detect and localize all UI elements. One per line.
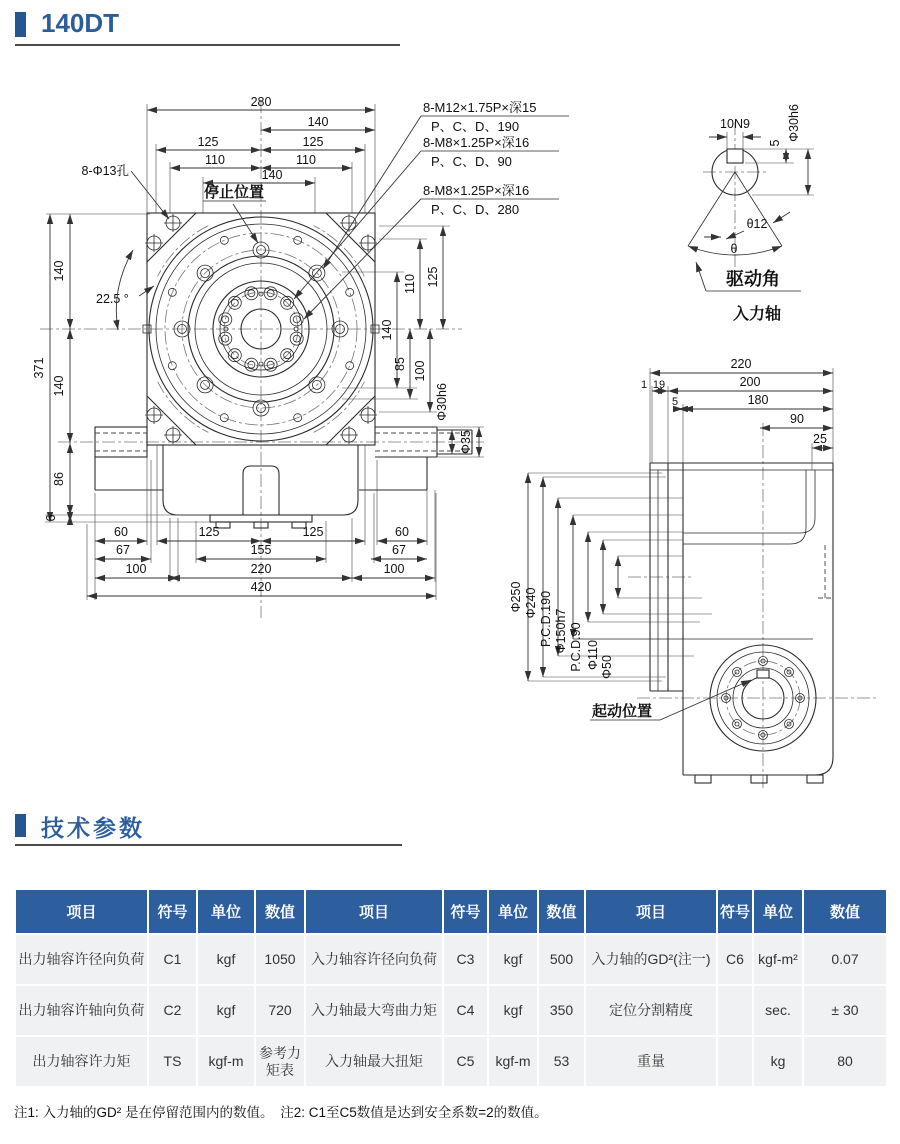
- cell: 入力轴最大扭矩: [305, 1036, 443, 1087]
- dim-s-19: 19: [652, 379, 666, 391]
- dim-125-left: 125: [197, 135, 219, 149]
- cell: C4: [443, 985, 488, 1036]
- table-row: [15, 985, 887, 1036]
- cell: ± 30: [803, 985, 887, 1036]
- note1-line1: 8-M12×1.75P×深15: [423, 100, 537, 115]
- dim-s-180: 180: [747, 393, 769, 407]
- cell: kgf: [488, 985, 538, 1036]
- dim-s-200: 200: [739, 375, 761, 389]
- dim-d110: Φ110: [586, 640, 600, 670]
- cell: 500: [538, 934, 585, 985]
- cell: 出力轴容许径向负荷: [15, 934, 148, 985]
- section2-title: 技术参数: [41, 815, 145, 841]
- stop-position-label: 停止位置: [204, 184, 265, 201]
- col-value-1: 数值: [255, 889, 305, 934]
- footnote: 注1: 入力轴的GD² 是在停留范围内的数值。 注2: C1至C5数值是达到安全系数=2的数值。: [14, 1105, 548, 1120]
- note3-line2: P、C、D、280: [431, 202, 520, 217]
- dim-b-155: 155: [250, 543, 272, 557]
- dim-s-220: 220: [730, 357, 752, 371]
- cell: kgf-m: [197, 1036, 255, 1087]
- dim-b-220: 220: [250, 562, 272, 576]
- dim-d50: Φ50: [600, 655, 614, 679]
- theta12-label: θ12: [746, 217, 768, 231]
- theta-label: θ: [730, 242, 738, 256]
- cell: 重量: [585, 1036, 717, 1087]
- holes-label: 8-Φ13孔: [81, 164, 129, 178]
- cell: 入力轴最大弯曲力矩: [305, 985, 443, 1036]
- dim-b-125r: 125: [302, 525, 324, 539]
- dim-pcd190: P.C.D.190: [539, 590, 553, 648]
- cell: C3: [443, 934, 488, 985]
- cell: 53: [538, 1036, 585, 1087]
- note3-line1: 8-M8×1.25P×深16: [423, 183, 530, 198]
- dim-left-140a: 140: [52, 260, 66, 282]
- dim-right-110: 110: [403, 274, 417, 294]
- section2-marker: [15, 814, 26, 837]
- dim-left-6: 6: [44, 514, 58, 522]
- tech-params-table: [14, 888, 888, 1088]
- table-row: [15, 1036, 887, 1087]
- cell: kgf: [197, 985, 255, 1036]
- page-title: 140DT: [41, 8, 120, 38]
- side-view: [509, 357, 877, 790]
- dim-110-left: 110: [205, 153, 225, 167]
- dim-s-1: 1: [640, 379, 648, 391]
- col-value-2: 数值: [538, 889, 585, 934]
- cell: C2: [148, 985, 197, 1036]
- col-symbol-1: 符号: [148, 889, 197, 934]
- dim-left-371: 371: [32, 357, 46, 379]
- cell: 出力轴容许轴向负荷: [15, 985, 148, 1036]
- dim-b-100l: 100: [125, 562, 147, 576]
- front-view-dimensions: [32, 95, 569, 600]
- cell: [717, 1036, 753, 1087]
- start-position-label: 起动位置: [592, 703, 653, 720]
- col-value-3: 数值: [803, 889, 887, 934]
- dim-s-90: 90: [790, 412, 804, 426]
- cell: 80: [803, 1036, 887, 1087]
- angle-label: 22.5 °: [96, 292, 129, 306]
- cell: 参考力矩表: [255, 1036, 305, 1087]
- dim-s-5: 5: [671, 396, 679, 408]
- cell: C1: [148, 934, 197, 985]
- cell: 1050: [255, 934, 305, 985]
- note2-line2: P、C、D、90: [431, 154, 512, 169]
- dim-b-60l: 60: [114, 525, 128, 539]
- dim-shaft-d35: Φ35: [459, 430, 473, 454]
- note2-line1: 8-M8×1.25P×深16: [423, 135, 530, 150]
- table-row: [15, 934, 887, 985]
- dim-d240: Φ240: [524, 587, 538, 619]
- cell: kgf: [197, 934, 255, 985]
- cell: 0.07: [803, 934, 887, 985]
- dim-b-60r: 60: [395, 525, 409, 539]
- col-symbol-3: 符号: [717, 889, 753, 934]
- note1-line2: P、C、D、190: [431, 119, 520, 134]
- col-item-3: 项目: [585, 889, 717, 934]
- col-unit-1: 单位: [197, 889, 255, 934]
- col-symbol-2: 符号: [443, 889, 488, 934]
- input-shaft-label: 入力轴: [732, 306, 782, 323]
- dim-125-right: 125: [302, 135, 324, 149]
- cell: [717, 985, 753, 1036]
- dim-b-67l: 67: [116, 543, 130, 557]
- cell: 350: [538, 985, 585, 1036]
- dim-b-67r: 67: [392, 543, 406, 557]
- dim-b-100r: 100: [383, 562, 405, 576]
- dim-left-86: 86: [52, 472, 66, 486]
- cell: 720: [255, 985, 305, 1036]
- cell: TS: [148, 1036, 197, 1087]
- col-item-1: 项目: [15, 889, 148, 934]
- cell: 定位分割精度: [585, 985, 717, 1036]
- dim-b-420: 420: [250, 580, 272, 594]
- section2-rule: [15, 844, 402, 846]
- dim-140-top: 140: [307, 115, 329, 129]
- dim-shaft-d30: Φ30h6: [435, 383, 449, 421]
- cell: kgf-m: [488, 1036, 538, 1087]
- dim-pcd90-dia: P.C.D.90: [569, 622, 583, 672]
- dim-keyway-10n9: 10N9: [720, 117, 750, 131]
- dim-shaft-dia-d30h6: Φ30h6: [787, 104, 801, 142]
- col-unit-2: 单位: [488, 889, 538, 934]
- dim-d250: Φ250: [509, 581, 523, 613]
- dim-key-depth-5: 5: [768, 139, 782, 147]
- dim-right-100: 100: [413, 360, 427, 382]
- dim-b-125l: 125: [198, 525, 220, 539]
- dim-110-right: 110: [296, 153, 316, 167]
- dim-d150h7: Φ150h7: [554, 608, 568, 654]
- col-unit-3: 单位: [753, 889, 803, 934]
- cell: 入力轴容许径向负荷: [305, 934, 443, 985]
- dim-left-140b: 140: [52, 375, 66, 397]
- col-item-2: 项目: [305, 889, 443, 934]
- cell: kgf-m²: [753, 934, 803, 985]
- cell: 出力轴容许力矩: [15, 1036, 148, 1087]
- dim-280: 280: [250, 95, 272, 109]
- dim-right-125: 125: [426, 266, 440, 288]
- dim-right-140: 140: [380, 319, 394, 341]
- cell: C5: [443, 1036, 488, 1087]
- cell: kg: [753, 1036, 803, 1087]
- input-shaft-detail: [688, 104, 814, 323]
- table-header-row: [15, 889, 887, 934]
- dim-s-25: 25: [813, 432, 827, 446]
- dim-right-85: 85: [393, 357, 407, 371]
- cell: C6: [717, 934, 753, 985]
- cell: kgf: [488, 934, 538, 985]
- cell: 入力轴的GD²(注一): [585, 934, 717, 985]
- drive-angle-label: 驱动角: [726, 269, 780, 289]
- dim-140-inner: 140: [261, 168, 283, 182]
- cell: sec.: [753, 985, 803, 1036]
